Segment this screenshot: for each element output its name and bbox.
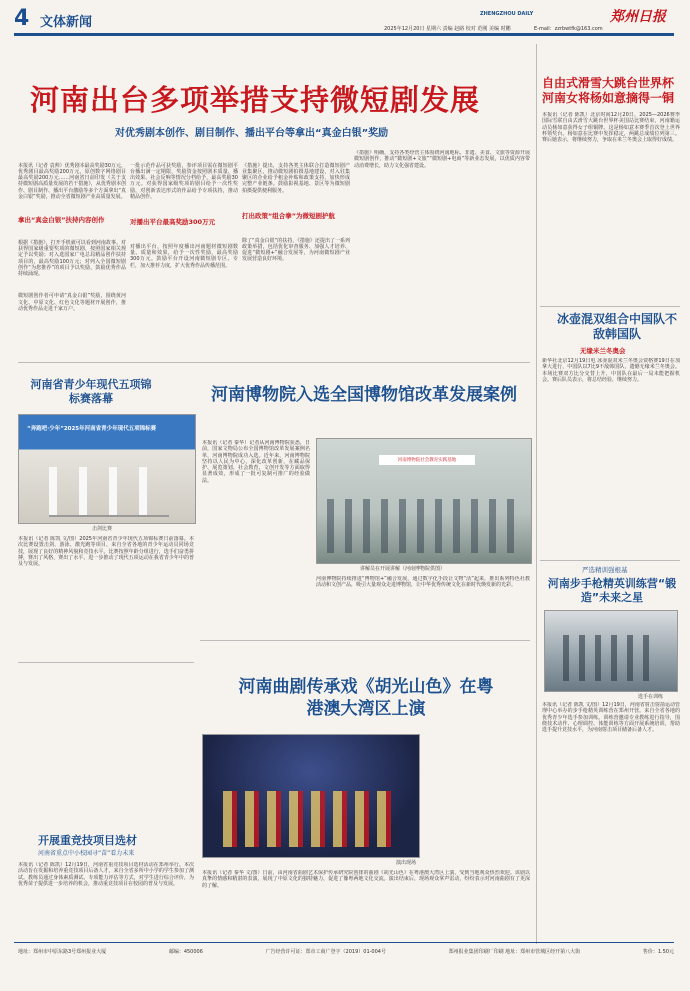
right-rule-2: [540, 560, 680, 561]
youth-text: 本报讯（记者 陈凯 文/图）2025年河南省青少年现代五项锦标赛日前落幕。本次比赛设置击剑、游泳、激光跑等项目，来自全省各地的青少年运动员同场竞技，展现了良好的精神风貌和竞技水平。比赛按照年龄分组进行，选手们奋勇拼搏，赛出了风格，赛出了水平，进一步推动了现代五项运动在我省青少年中的普及与发展。: [18, 536, 194, 568]
header-email: E-mail：zzrbwtfk@163.com: [534, 26, 603, 32]
campus-headline: 开展重竞技项目选材: [38, 834, 137, 847]
stage-performers: [223, 791, 399, 847]
youth-photo-banner: “奔跑吧·少年”2025年河南省青少年现代五项锦标赛: [27, 426, 157, 432]
lead-col1-text: 本报讯（记者 袁帅）优秀剧本最高奖励30万元，优秀剧目最高奖励200万元，原创数字网络剧目最高奖励200万元……河南省日前印发《关于支持微短剧高质量发展的若干措施》，从优秀剧本创作、剧目制作、播出平台激励等多个方面拿出“真金白银”奖励，推动全省微短剧产业高质量发展。: [18, 162, 126, 201]
lead-subhead: 对优秀剧本创作、剧目制作、播出平台等拿出“真金白银”奖励: [115, 128, 389, 139]
lead-col2-text-b: 对播出平台，按照年度播出河南题材微短剧数量、质量和效果，给予一次性奖励，最高奖励300万元。鼓励平台开设河南微短剧专区、专栏，加大推荐力度，扩大优秀作品传播范围。: [130, 243, 238, 269]
lead-headline: 河南出台多项举措支持微短剧发展: [30, 83, 481, 117]
lead-col2-subhead: 对播出平台最高奖励300万元: [130, 217, 216, 226]
footer-address: 地址：郑州市中原东路3号郑州报业大厦: [18, 949, 107, 955]
museum-text-2: 河南博物院持续推进“博物馆+”融合发展，通过数字化手段让文物“活”起来，推出系列特色社教活动和文创产品，吸引大量观众走进博物馆，让中华优秀传统文化在新时代焕发新的光彩。: [316, 576, 530, 589]
curling-headline: 冰壶混双组合中国队不敌韩国队: [556, 312, 677, 341]
youth-caption: 击剑比赛: [92, 526, 113, 532]
campus-text: 本报讯（记者 陈凯）12月19日，河南省重竞技项目选材活动在郑州举行。本次活动旨在发掘和培养重竞技项目后备人才，来自全省多所中小学的学生参加了测试。教练员通过身体素质测试、专项能力评估等方式，对学生进行综合评价，为优秀苗子提供进一步培养的机会，推动重竞技项目在校园的普及与发展。: [18, 862, 194, 887]
museum-sign: 河南博物院社会教育实践基地: [379, 455, 475, 465]
curling-sub: 无缘米兰冬奥会: [580, 347, 626, 355]
lead-col2-text: 一批示范作品可获奖励，参评项目需在微短剧平台播出满一定期限，奖励资金按照剧本质量、播出效果、社会反响等情况分档给予，最高奖励30万元。对获得国家级奖项的剧目给予一次性奖励，对创新表达形式的作品给予专项扶持，推动精品创作。: [130, 162, 238, 201]
right-column-divider: [536, 44, 537, 944]
museum-text: 本报讯（记者 秦华）记者从河南博物院获悉，日前，国家文物局公布全国博物馆改革发展案例名单，河南博物院成功入选。近年来，河南博物院坚持以人民为中心，深化改革创新，在藏品保护、展览策划、社会教育、文创开发等方面取得显著成效，形成了一批可复制可推广的经验做法。: [202, 440, 310, 484]
youth-headline: 河南省青少年现代五项锦标赛落幕: [30, 378, 152, 405]
paper-logo: 郑州日报: [610, 9, 666, 25]
campus-sub: 河南省重点中小校园寻“苗”看力未来: [38, 850, 135, 857]
footer-print: 郑州报业集团印刷厂印刷 地址：郑州市管城区经开第八大街: [448, 949, 581, 955]
lead-col3-subhead: 打出政策“组合拳”为微短剧护航: [242, 211, 336, 220]
shooting-photo: [544, 610, 678, 692]
museum-photo: [316, 438, 532, 564]
visitor-figures: [327, 499, 521, 553]
lead-col1-text-c: 微短剧创作者可申请“真金白银”奖励，围绕黄河文化、中原文化、红色文化等题材开展创作，推动优秀作品走进千家万户。: [18, 293, 126, 312]
museum-headline: 河南博物院入选全国博物馆改革发展案例: [211, 385, 517, 405]
lead-col1: [18, 150, 126, 358]
footer-license: 广告经营许可证：郑市工商广登字（2019）01-004号: [265, 949, 386, 955]
skiing-headline: 自由式滑雪大跳台世界杯河南女将杨如意摘得一铜: [542, 76, 675, 105]
campus-rule: [18, 662, 194, 663]
paper-english-name: ZHENGZHOU DAILY: [480, 11, 534, 17]
skiing-text: 本报讯（记者 陈凯）北京时间12月20日，2025—2026赛季国际雪联自由式滑雪大跳台世界杯美国站比赛结束，河南籍运动员杨如意获得女子组铜牌。这是杨如意本赛季首次登上世界杯领奖台。杨如意在比赛中发挥稳定，两跳总成绩位列第三。赛后她表示，将继续努力，争取在米兰冬奥会上取得好成绩。: [542, 112, 680, 144]
lead-col3-text-b: 除了“真金白银”的扶持，《措施》还提出了一系列政策举措，包括优化审查服务、加强人才培养、促进“微短剧+”融合发展等，为河南微短剧产业发展营造良好环境。: [242, 237, 350, 263]
shooting-column-tag: 严选精训强根基: [582, 566, 628, 574]
footer-price: 售价：1.50元: [642, 949, 674, 955]
date-line: 2025年12月20日 星期六 责编 赵路 校对 范刚 美编 时鹏: [384, 26, 511, 32]
header-rule: [14, 33, 674, 36]
footer-rule: [14, 942, 674, 943]
section-title: 文体新闻: [40, 15, 93, 30]
lead-col1-text-b: 根据《措施》，打开手机就可以看到河南故事。对获得国家级重要奖项的微短剧，按照国家相关规定予以奖励；对入选国家广电总局精品创作扶持项目的，最高奖励100万元；对列入全国微短剧创作“为您推荐”的项目予以奖励，鼓励优秀作品持续涌现。: [18, 239, 126, 278]
opera-text: 本报讯（记者 秦华 文/图）日前，由河南省曲剧艺术保护传承研究院创排的曲剧《胡光山色》在粤港澳大湾区上演，受到当地观众热烈欢迎。该剧以真挚的情感和精湛的表演，展现了中原文化的独特魅力，促进了豫粤两地文化交流。演出结束后，现场观众掌声雷动，纷纷表示对河南曲剧有了更深的了解。: [202, 870, 530, 889]
opera-headline: 河南曲剧传承戏《胡光山色》在粤港澳大湾区上演: [238, 677, 494, 719]
shooter-figures: [563, 635, 659, 681]
shooting-caption: 选手在训练: [638, 694, 664, 700]
shooting-text: 本报讯（记者 陈凯 文/图）12月19日，河南省射击射箭运动管理中心举办的步手枪精英训练营在郑州开营。来自全省各地的优秀青少年选手参加训练。训练营邀请专业教练进行指导，围绕技术动作、心理调控、体能训练等方面开展系统培训，帮助选手提升竞技水平，为河南射击项目储备后备人才。: [542, 702, 680, 734]
mid-rule: [18, 362, 530, 363]
opera-photo: [202, 734, 420, 858]
footer: [18, 948, 674, 955]
lead-col1-subhead: 拿出“真金白银”扶持内容创作: [18, 215, 105, 224]
shooting-headline: 河南步手枪精英训练营“锻造”未来之星: [547, 577, 677, 604]
curling-text: 新华社北京12月19日电 冰壶混双米兰冬奥会资格赛19日在加拿大进行，中国队以7比9不敌韩国队，遗憾无缘米兰冬奥会。本场比赛双方比分交替上升，中国队在最后一局未能把握机会。赛后队员表示，将总结经验，继续努力。: [542, 358, 680, 383]
page-number: 4: [14, 6, 30, 31]
lead-col4: 《措施》明确，支持各类经营主体围绕河南地标、非遗、美食、文旅等资源开展微短剧创作，推动“微短剧+文旅”“微短剧+电商”等新业态发展，以优质内容带动消费增长，助力文化强省建设。: [354, 150, 530, 169]
fencer-figures: [49, 467, 169, 517]
youth-photo: [18, 414, 196, 524]
footer-postcode: 邮编：450006: [168, 949, 203, 955]
right-rule-1: [540, 306, 680, 307]
opera-caption: 演出现场: [396, 860, 417, 866]
lead-col3-text: 《措施》提出，支持各类主体联合打造微短剧产业集聚区，推动微短剧拍摄基地建设，对入驻集聚区的企业给予租金补贴和政策支持，加快形成完整产业链条。鼓励影视基地、景区等为微短剧拍摄提供便利服务。: [242, 162, 350, 194]
lead-col3: [242, 150, 350, 358]
lead-col2: [130, 150, 238, 358]
opera-rule: [200, 640, 530, 641]
museum-caption: 讲解员在开展讲解（河南博物院供图）: [360, 566, 446, 572]
